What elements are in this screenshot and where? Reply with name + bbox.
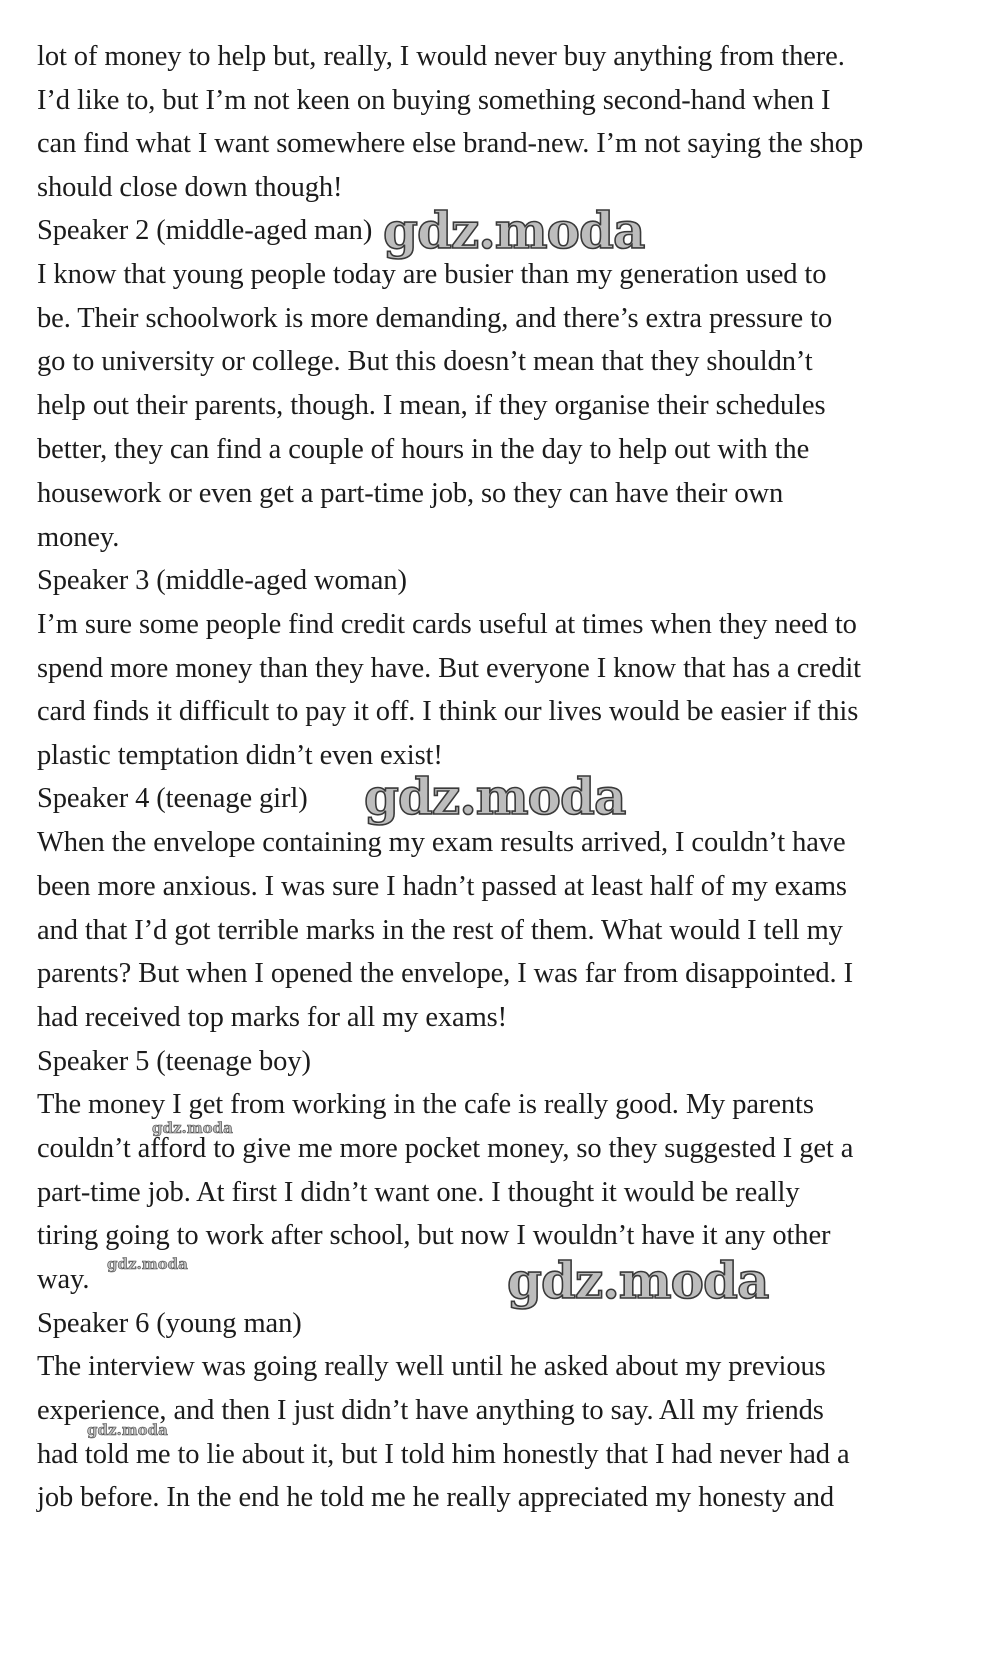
text-line: The money I get from working in the cafe is really good. My parents <box>37 1089 814 1120</box>
watermark-logo: gdz.moda <box>507 1251 769 1310</box>
text-line: and that I’d got terrible marks in the rest of them. What would I tell my <box>37 915 843 946</box>
text-line: I know that young people today are busier than my generation used to <box>37 259 827 290</box>
text-line: way. <box>37 1264 90 1295</box>
text-line: part-time job. At first I didn’t want one. I thought it would be really <box>37 1177 800 1208</box>
text-line: The interview was going really well until he asked about my previous <box>37 1351 826 1382</box>
text-line: be. Their schoolwork is more demanding, and there’s extra pressure to <box>37 303 833 334</box>
text-line: job before. In the end he told me he really appreciated my honesty and <box>37 1482 835 1513</box>
text-line: tiring going to work after school, but now I wouldn’t have it any other <box>37 1220 831 1251</box>
speaker-heading: Speaker 2 (middle-aged man) <box>37 215 373 246</box>
speaker-heading: Speaker 6 (young man) <box>37 1308 302 1339</box>
watermark-logo: gdz.moda <box>383 201 645 260</box>
text-line: had told me to lie about it, but I told him honestly that I had never had a <box>37 1439 850 1470</box>
text-line: When the envelope containing my exam results arrived, I couldn’t have <box>37 827 846 858</box>
text-line: had received top marks for all my exams! <box>37 1002 508 1033</box>
speaker-heading: Speaker 3 (middle-aged woman) <box>37 565 407 596</box>
text-line: couldn’t afford to give me more pocket money, so they suggested I get a <box>37 1133 854 1164</box>
text-line: been more anxious. I was sure I hadn’t passed at least half of my exams <box>37 871 847 902</box>
watermark-logo: gdz.moda <box>152 1119 233 1137</box>
text-line: plastic temptation didn’t even exist! <box>37 740 443 771</box>
text-line: card finds it difficult to pay it off. I think our lives would be easier if this <box>37 696 859 727</box>
text-line: I’m sure some people find credit cards useful at times when they need to <box>37 609 857 640</box>
text-line: money. <box>37 522 120 553</box>
text-line: better, they can find a couple of hours in the day to help out with the <box>37 434 810 465</box>
text-line: should close down though! <box>37 172 343 203</box>
watermark-logo: gdz.moda <box>364 767 626 826</box>
speaker-heading: Speaker 4 (teenage girl) <box>37 783 308 814</box>
speaker-heading: Speaker 5 (teenage boy) <box>37 1046 311 1077</box>
text-line: go to university or college. But this doesn’t mean that they shouldn’t <box>37 346 813 377</box>
text-line: help out their parents, though. I mean, if they organise their schedules <box>37 390 826 421</box>
text-line: can find what I want somewhere else brand-new. I’m not saying the shop <box>37 128 864 159</box>
text-line: lot of money to help but, really, I would never buy anything from there. <box>37 41 845 72</box>
text-line: spend more money than they have. But everyone I know that has a credit <box>37 653 861 684</box>
watermark-logo: gdz.moda <box>87 1421 168 1439</box>
watermark-logo: gdz.moda <box>107 1255 188 1273</box>
text-line: experience, and then I just didn’t have anything to say. All my friends <box>37 1395 824 1426</box>
text-line: housework or even get a part-time job, so they can have their own <box>37 478 784 509</box>
text-line: I’d like to, but I’m not keen on buying something second-hand when I <box>37 85 831 116</box>
text-line: parents? But when I opened the envelope, I was far from disappointed. I <box>37 958 853 989</box>
